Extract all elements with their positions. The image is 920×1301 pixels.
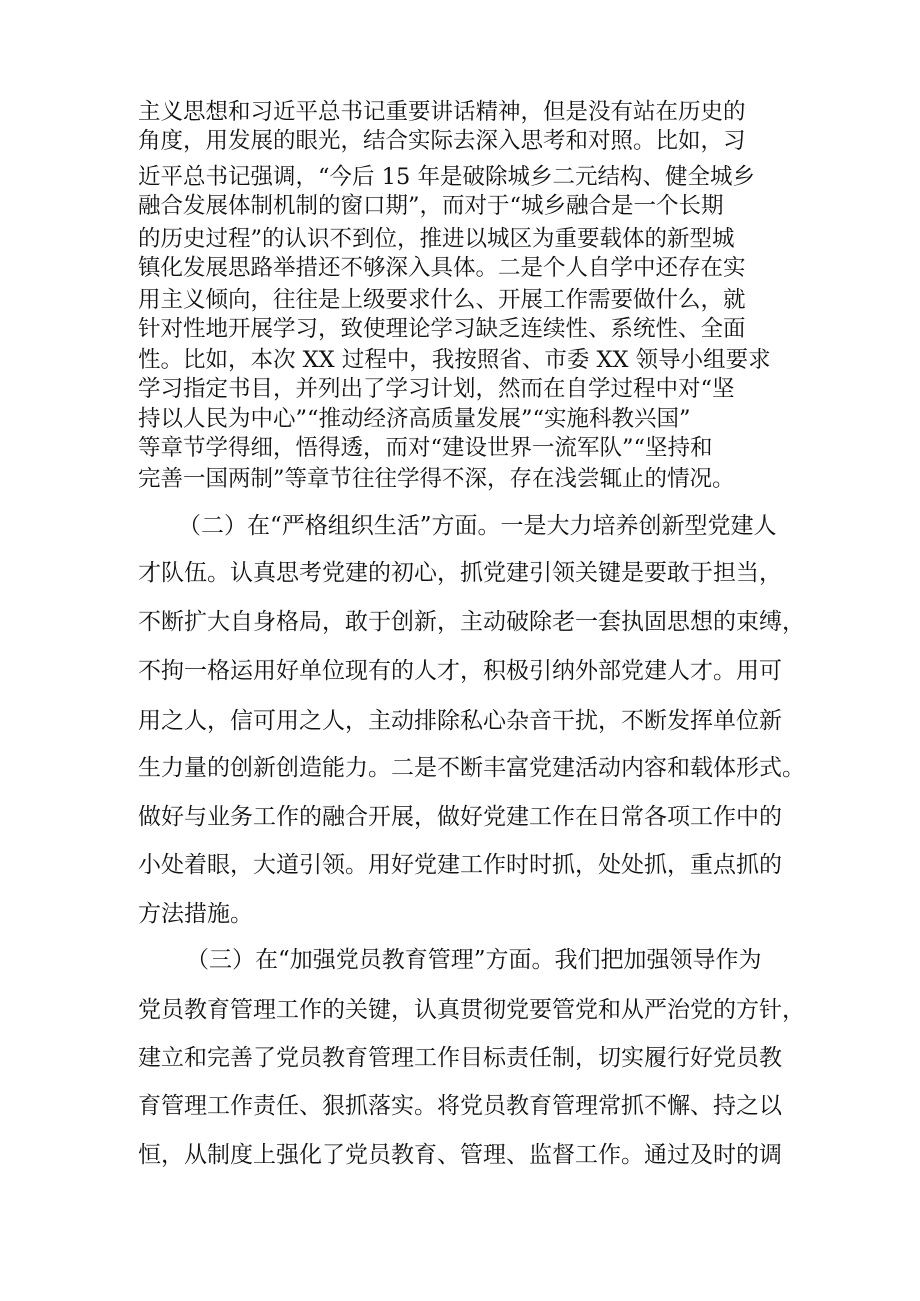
paragraph-1-line: 性。比如，本次 XX 过程中，我按照省、市委 XX 领导小组要求 [138, 347, 771, 373]
paragraph-3-line: 恒，从制度上强化了党员教育、管理、监督工作。通过及时的调 [138, 1142, 782, 1168]
paragraph-1-line: 融合发展体制机制的窗口期”，而对于“城乡融合是一个长期 [138, 193, 724, 219]
paragraph-3-line: 党员教育管理工作的关键，认真贯彻党要管党和从严治党的方针， [138, 997, 805, 1023]
paragraph-2-line: 才队伍。认真思考党建的初心，抓党建引领关键是要敢于担当， [138, 560, 782, 586]
paragraph-2-line: 生力量的创新创造能力。二是不断丰富党建活动内容和载体形式。 [138, 755, 805, 781]
paragraph-1-line: 近平总书记强调，“今后 15 年是破除城乡二元结构、健全城乡 [138, 164, 755, 190]
paragraph-1-line: 镇化发展思路举措还不够深入具体。二是个人自学中还存在实 [138, 255, 746, 281]
paragraph-1-line: 的历史过程”的认识不到位，推进以城区为重要载体的新型城 [138, 226, 735, 252]
paragraph-1-line: 持以人民为中心”“推动经济高质量发展”“实施科教兴国” [138, 406, 691, 432]
paragraph-3-line: （三）在“加强党员教育管理”方面。我们把加强领导作为 [186, 947, 762, 973]
paragraph-1-line: 等章节学得细，悟得透，而对“建设世界一流军队”“坚持和 [138, 435, 713, 461]
paragraph-2-line: 不拘一格运用好单位现有的人才，积极引纳外部党建人才。用可 [138, 658, 782, 684]
paragraph-1-line: 完善一国两制”等章节往往学得不深，存在浅尝辄止的情况。 [138, 466, 735, 492]
paragraph-1-line: 针对性地开展学习，致使理论学习缺乏连续性、系统性、全面 [138, 316, 746, 342]
paragraph-2-line: 用之人，信可用之人，主动排除私心杂音干扰，不断发挥单位新 [138, 708, 782, 734]
paragraph-1-line: 角度，用发展的眼光，结合实际去深入思考和对照。比如，习 [138, 128, 746, 154]
paragraph-2-line: 方法措施。 [138, 901, 253, 927]
paragraph-2-line: 小处着眼，大道引领。用好党建工作时时抓，处处抓，重点抓的 [138, 852, 782, 878]
paragraph-3-line: 育管理工作责任、狠抓落实。将党员教育管理常抓不懈、持之以 [138, 1093, 782, 1119]
paragraph-3-line: 建立和完善了党员教育管理工作目标责任制，切实履行好党员教 [138, 1045, 782, 1071]
paragraph-2-line: （二）在“严格组织生活”方面。一是大力培养创新型党建人 [178, 513, 777, 539]
paragraph-1-line: 主义思想和习近平总书记重要讲话精神，但是没有站在历史的 [138, 99, 746, 125]
paragraph-1-line: 学习指定书目，并列出了学习计划，然而在自学过程中对“坚 [138, 376, 735, 402]
paragraph-1-line: 用主义倾向，往往是上级要求什么、开展工作需要做什么，就 [138, 287, 746, 313]
paragraph-2-line: 做好与业务工作的融合开展，做好党建工作在日常各项工作中的 [138, 804, 782, 830]
paragraph-2-line: 不断扩大自身格局，敢于创新，主动破除老一套执固思想的束缚， [138, 609, 805, 635]
